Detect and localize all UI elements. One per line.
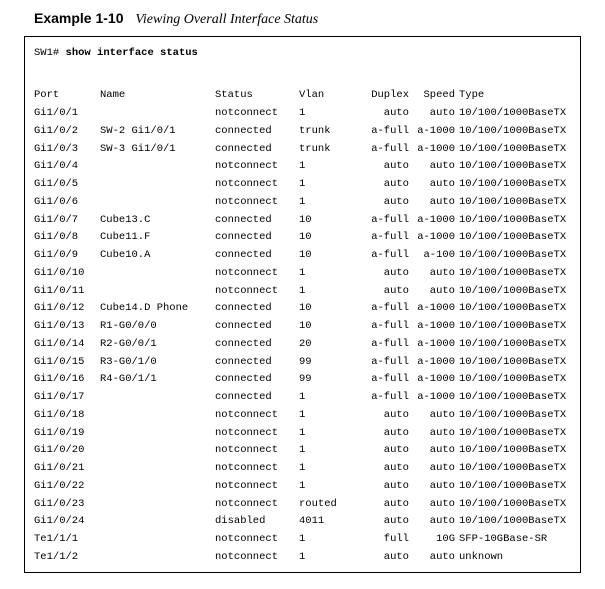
vlan-cell: trunk [299,142,331,155]
speed-cell: a-1000 [417,124,455,137]
status-cell: connected [215,231,272,244]
table-row [25,391,580,403]
type-cell: 10/100/1000BaseTX [459,107,567,119]
example-caption [34,10,318,28]
port-cell: Gi1/0/16 [34,373,85,386]
speed-cell: a-1000 [417,355,455,368]
status-cell: disabled [215,515,266,528]
duplex-cell: auto [383,426,409,439]
name-cell: Cube10.A [100,249,151,261]
vlan-cell: routed [299,497,337,510]
speed-cell: a-1000 [417,391,455,403]
vlan-cell: 10 [299,213,312,226]
type-cell: 10/100/1000BaseTX [459,231,567,244]
vlan-cell: 1 [299,426,306,439]
example-number: Example 1-10 [34,10,124,26]
port-cell: Gi1/0/6 [34,195,79,208]
duplex-cell: a-full [371,391,409,403]
header-speed: Speed [423,89,455,101]
vlan-cell: 10 [299,320,312,332]
table-row [25,427,580,439]
table-row [25,409,580,421]
type-cell: 10/100/1000BaseTX [459,142,567,155]
port-cell: Gi1/0/23 [34,497,85,510]
port-cell: Te1/1/1 [34,533,79,545]
speed-cell: auto [429,550,455,563]
vlan-cell: 1 [299,391,306,403]
table-row [25,249,580,261]
type-cell: 10/100/1000BaseTX [459,178,567,190]
name-cell: Cube14.D Phone [100,302,189,315]
speed-cell: auto [429,515,455,528]
status-cell: notconnect [215,284,279,297]
vlan-cell: 10 [299,249,312,261]
type-cell: 10/100/1000BaseTX [459,249,567,261]
duplex-cell: auto [383,284,409,297]
type-cell: SFP-10GBase-SR [459,533,548,545]
name-cell: R1-G0/0/0 [100,320,157,332]
status-cell: connected [215,320,272,332]
name-cell: R3-G0/1/0 [100,355,157,368]
table-row [25,480,580,492]
table-row [25,356,580,368]
speed-cell: a-1000 [417,213,455,226]
duplex-cell: a-full [371,249,409,261]
table-row [25,498,580,510]
table-row [25,196,580,208]
type-cell: 10/100/1000BaseTX [459,320,567,332]
table-row [25,125,580,137]
status-cell: notconnect [215,444,279,457]
header-duplex: Duplex [371,89,409,101]
port-cell: Gi1/0/4 [34,160,79,173]
port-cell: Gi1/0/12 [34,302,85,315]
port-cell: Gi1/0/19 [34,426,85,439]
port-cell: Gi1/0/3 [34,142,79,155]
port-cell: Gi1/0/10 [34,266,85,279]
vlan-cell: 1 [299,462,306,474]
type-cell: 10/100/1000BaseTX [459,444,567,457]
vlan-cell: 1 [299,533,306,545]
speed-cell: auto [429,426,455,439]
table-row [25,107,580,119]
vlan-cell: 1 [299,266,306,279]
header-row [25,89,580,101]
status-cell: connected [215,124,272,137]
header-port: Port [34,89,60,101]
status-cell: connected [215,302,272,315]
table-row [25,214,580,226]
port-cell: Te1/1/2 [34,550,79,563]
duplex-cell: auto [383,160,409,173]
port-cell: Gi1/0/18 [34,408,85,421]
table-row [25,143,580,155]
speed-cell: auto [429,497,455,510]
vlan-cell: 1 [299,550,306,563]
port-cell: Gi1/0/15 [34,355,85,368]
vlan-cell: 1 [299,479,306,492]
table-row [25,320,580,332]
duplex-cell: full [383,533,409,545]
name-cell: Cube13.C [100,213,151,226]
type-cell: 10/100/1000BaseTX [459,462,567,474]
status-cell: notconnect [215,408,279,421]
status-cell: notconnect [215,195,279,208]
table-row [25,444,580,456]
port-cell: Gi1/0/13 [34,320,85,332]
status-cell: notconnect [215,426,279,439]
status-cell: notconnect [215,533,279,545]
duplex-cell: a-full [371,302,409,315]
status-cell: notconnect [215,497,279,510]
duplex-cell: a-full [371,373,409,386]
vlan-cell: 10 [299,302,312,315]
duplex-cell: a-full [371,320,409,332]
command-line [34,47,198,59]
table-row [25,231,580,243]
type-cell: 10/100/1000BaseTX [459,426,567,439]
duplex-cell: auto [383,515,409,528]
header-vlan: Vlan [299,89,325,101]
speed-cell: auto [429,178,455,190]
table-row [25,462,580,474]
header-name: Name [100,89,126,101]
type-cell: 10/100/1000BaseTX [459,195,567,208]
table-row [25,515,580,527]
speed-cell: auto [429,444,455,457]
table-row [25,267,580,279]
name-cell: Cube11.F [100,231,151,244]
cli-prompt: SW1# [34,47,60,59]
port-cell: Gi1/0/5 [34,178,79,190]
status-cell: notconnect [215,107,279,119]
vlan-cell: 4011 [299,515,325,528]
vlan-cell: trunk [299,124,331,137]
port-cell: Gi1/0/24 [34,515,85,528]
speed-cell: 10G [436,533,455,545]
port-cell: Gi1/0/20 [34,444,85,457]
cli-command: show interface status [65,47,198,59]
vlan-cell: 20 [299,337,312,350]
vlan-cell: 1 [299,195,306,208]
type-cell: 10/100/1000BaseTX [459,355,567,368]
port-cell: Gi1/0/11 [34,284,85,297]
status-cell: connected [215,355,272,368]
type-cell: 10/100/1000BaseTX [459,124,567,137]
table-row [25,338,580,350]
speed-cell: a-100 [423,249,455,261]
table-row [25,302,580,314]
speed-cell: auto [429,195,455,208]
duplex-cell: auto [383,107,409,119]
speed-cell: auto [429,408,455,421]
port-cell: Gi1/0/22 [34,479,85,492]
type-cell: 10/100/1000BaseTX [459,337,567,350]
port-cell: Gi1/0/14 [34,337,85,350]
table-row [25,285,580,297]
vlan-cell: 99 [299,355,312,368]
status-cell: connected [215,213,272,226]
example-title: Viewing Overall Interface Status [135,12,319,27]
vlan-cell: 10 [299,231,312,244]
speed-cell: a-1000 [417,320,455,332]
vlan-cell: 1 [299,408,306,421]
type-cell: 10/100/1000BaseTX [459,302,567,315]
terminal-output-box [24,36,581,573]
status-cell: connected [215,391,272,403]
vlan-cell: 1 [299,107,306,119]
duplex-cell: auto [383,408,409,421]
speed-cell: a-1000 [417,373,455,386]
speed-cell: a-1000 [417,302,455,315]
duplex-cell: auto [383,266,409,279]
duplex-cell: auto [383,550,409,563]
type-cell: 10/100/1000BaseTX [459,284,567,297]
port-cell: Gi1/0/1 [34,107,79,119]
duplex-cell: auto [383,178,409,190]
name-cell: SW-2 Gi1/0/1 [100,124,176,137]
type-cell: 10/100/1000BaseTX [459,408,567,421]
table-row [25,373,580,385]
name-cell: R4-G0/1/1 [100,373,157,386]
vlan-cell: 1 [299,178,306,190]
duplex-cell: a-full [371,124,409,137]
speed-cell: auto [429,284,455,297]
type-cell: 10/100/1000BaseTX [459,266,567,279]
type-cell: 10/100/1000BaseTX [459,497,567,510]
duplex-cell: auto [383,462,409,474]
port-cell: Gi1/0/9 [34,249,79,261]
duplex-cell: a-full [371,142,409,155]
type-cell: 10/100/1000BaseTX [459,391,567,403]
name-cell: SW-3 Gi1/0/1 [100,142,176,155]
type-cell: 10/100/1000BaseTX [459,515,567,528]
table-row [25,160,580,172]
status-cell: notconnect [215,178,279,190]
header-type: Type [459,89,485,101]
type-cell: unknown [459,550,504,563]
header-status: Status [215,89,253,101]
port-cell: Gi1/0/2 [34,124,79,137]
status-cell: connected [215,373,272,386]
status-cell: notconnect [215,266,279,279]
status-cell: notconnect [215,462,279,474]
speed-cell: auto [429,266,455,279]
port-cell: Gi1/0/21 [34,462,85,474]
status-cell: notconnect [215,550,279,563]
vlan-cell: 99 [299,373,312,386]
status-cell: connected [215,337,272,350]
vlan-cell: 1 [299,444,306,457]
type-cell: 10/100/1000BaseTX [459,479,567,492]
duplex-cell: auto [383,195,409,208]
duplex-cell: auto [383,479,409,492]
duplex-cell: a-full [371,213,409,226]
type-cell: 10/100/1000BaseTX [459,213,567,226]
table-row [25,178,580,190]
vlan-cell: 1 [299,160,306,173]
status-cell: connected [215,249,272,261]
speed-cell: a-1000 [417,142,455,155]
name-cell: R2-G0/0/1 [100,337,157,350]
speed-cell: auto [429,462,455,474]
table-row [25,533,580,545]
duplex-cell: a-full [371,337,409,350]
table-row [25,551,580,563]
duplex-cell: a-full [371,231,409,244]
type-cell: 10/100/1000BaseTX [459,160,567,173]
type-cell: 10/100/1000BaseTX [459,373,567,386]
port-cell: Gi1/0/7 [34,213,79,226]
duplex-cell: auto [383,444,409,457]
status-cell: connected [215,142,272,155]
speed-cell: auto [429,479,455,492]
speed-cell: auto [429,107,455,119]
vlan-cell: 1 [299,284,306,297]
speed-cell: auto [429,160,455,173]
duplex-cell: a-full [371,355,409,368]
port-cell: Gi1/0/8 [34,231,79,244]
speed-cell: a-1000 [417,231,455,244]
status-cell: notconnect [215,160,279,173]
speed-cell: a-1000 [417,337,455,350]
status-cell: notconnect [215,479,279,492]
duplex-cell: auto [383,497,409,510]
port-cell: Gi1/0/17 [34,391,85,403]
